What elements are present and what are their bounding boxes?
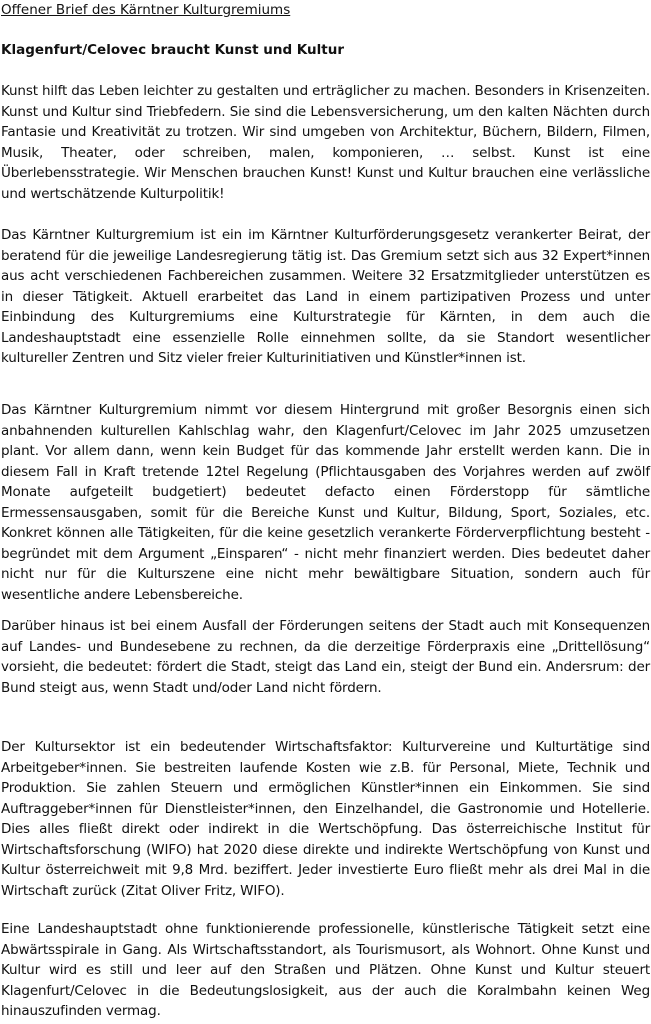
paragraph-art-importance: Kunst hilft das Leben leichter zu gestalten und erträglicher zu machen. Besonders in Krisenzeiten. Kunst und Kultur sind Triebfedern. Sie sind die Lebensversicherung, um den kalten Nächten durch Fantasie und Kreativität zu trotzen. Wir sind umgeben von Architektur, Büchern, Bildern, Filmen, Musik, Theater, oder schreiben, malen, komponieren, … selbst. Kunst ist eine Überlebensstrategie. Wir Menschen brauchen Kunst! Kunst und Kultur brauchen eine verlässliche und wertschätzende Kulturpolitik! [1, 83, 651, 202]
paragraph-conclusion: Eine Landeshauptstadt ohne funktionierende professionelle, künstlerische Tätigkeit setzt eine Abwärtsspirale in Gang. Als Wirtschaftsstandort, als Tourismusort, als Wohnort. Ohne Kunst und Kultur wird es still und leer auf den Straßen und Plätzen. Ohne Kunst und Kultur steuert Klagenfurt/Celovec in die Bedeutungslosigkeit, aus der auch die Koralmbahn keinen Weg hinauszufinden vermag. [1, 921, 650, 1019]
paragraph-kulturgremium-role: Das Kärntner Kulturgremium ist ein im Kärntner Kulturförderungsgesetz verankerter Beirat, der beratend für die jeweilige Landesregierung tätig ist. Das Gremium setzt sich aus 32 Expert*innen aus acht verschiedenen Fachbereichen zusammen. Weitere 32 Ersatzmitglieder unterstützen es in dieser Tätigkeit. Aktuell erarbeitet das Land in einem partizipativen Prozess und unter Einbindung des Kulturgremiums eine Kulturstrategie für Kärnten, in dem auch die Landeshauptstadt eine essenzielle Rolle einnehmen sollte, da sie Standort wesentlicher kultureller Zentren und Sitz vieler freier Kulturinitiativen und Künstler*innen ist. [1, 227, 650, 366]
paragraph-budget-concern: Das Kärntner Kulturgremium nimmt vor diesem Hintergrund mit großer Besorgnis einen sich anbahnenden kulturellen Kahlschlag wahr, den Klagenfurt/Celovec im Jahr 2025 umzusetzen plant. Vor allem dann, wenn kein Budget für das kommende Jahr erstellt werden kann. Die in diesem Fall in Kraft tretende 12tel Regelung (Pflichtausgaben des Vorjahres werden auf zwölf Monate aufgeteilt budgetiert) bedeutet defacto einen Förderstopp für sämtliche Ermessensausgaben, somit für die Bereiche Kunst und Kultur, Bildung, Sport, Soziales, etc. Konkret können alle Tätigkeiten, für die keine gesetzlich verankerte Förderverpflichtung besteht - begründet mit dem Argument „Einsparen“ - nicht mehr finanziert werden. Dies bedeutet daher nicht nur für die Kulturszene eine nicht mehr bewältigbare Situation, sondern auch für wesentliche andere Lebensbereiche. [1, 402, 650, 603]
paragraph-economic-factor: Der Kultursektor ist ein bedeutender Wirtschaftsfaktor: Kulturvereine und Kulturtätige sind Arbeitgeber*innen. Sie bestreiten laufende Kosten wie z.B. für Personal, Miete, Technik und Produktion. Sie zahlen Steuern und ermöglichen Künstler*innen ein Einkommen. Sie sind Auftraggeber*innen für Dienstleister*innen, den Einzelhandel, die Gastronomie und Hotellerie. Dies alles fließt direkt oder indirekt in die Wertschöpfung. Das österreichische Institut für Wirtschaftsforschung (WIFO) hat 2020 diese direkte und indirekte Wertschöpfung von Kunst und Kultur österreichweit mit 9,8 Mrd. beziffert. Jeder investierte Euro fließt mehr als drei Mal in die Wirtschaft zurück (Zitat Oliver Fritz, WIFO). [1, 739, 650, 899]
paragraph-funding-consequences: Darüber hinaus ist bei einem Ausfall der Förderungen seitens der Stadt auch mit Konsequenzen auf Landes- und Bundesebene zu rechnen, da die derzeitige Förderpraxis eine „Drittellösung“ vorsieht, die bedeutet: fördert die Stadt, steigt das Land ein, steigt der Bund ein. Andersrum: der Bund steigt aus, wenn Stadt und/oder Land nicht fördern. [1, 618, 650, 696]
letter-title: Klagenfurt/Celovec braucht Kunst und Kultur [1, 42, 344, 58]
letter-heading: Offener Brief des Kärntner Kulturgremiums [1, 2, 291, 18]
